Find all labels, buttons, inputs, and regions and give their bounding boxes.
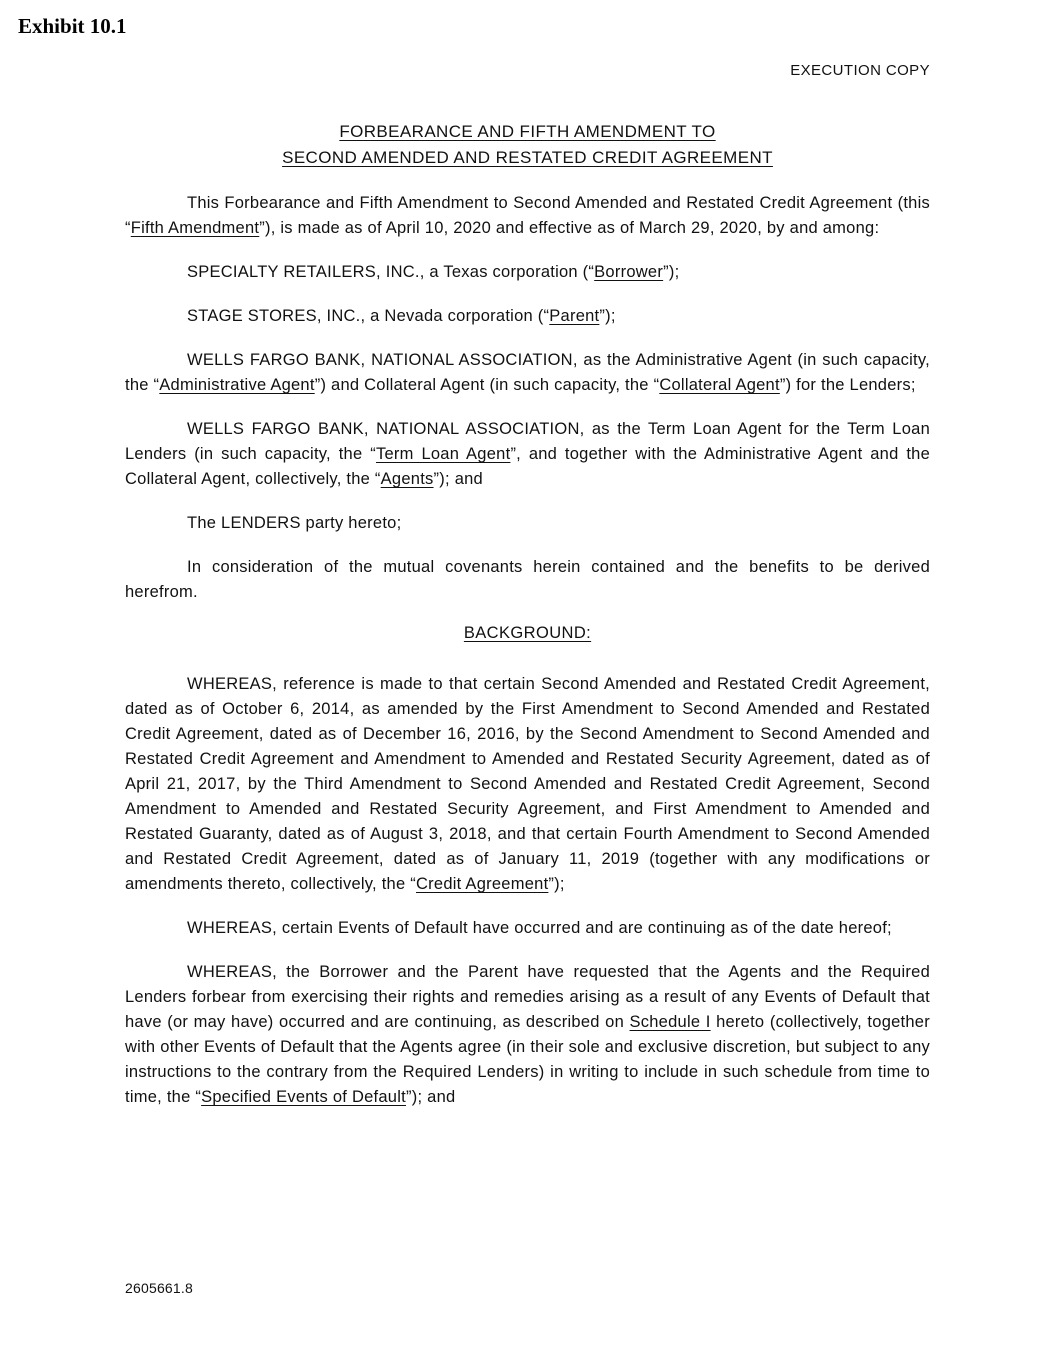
exhibit-label: Exhibit 10.1 (18, 14, 127, 38)
text-run: ”) and Collateral Agent (in such capacity, the “ (314, 376, 660, 394)
background-heading: BACKGROUND: (463, 624, 592, 642)
text-run: In consideration of the mutual covenants herein contained and the benefits to be derived herefrom. (125, 558, 930, 601)
paragraph-whereas-credit-agreement (125, 672, 930, 897)
defined-term: Term Loan Agent (375, 445, 511, 463)
paragraph-term-loan-agent (125, 417, 930, 492)
text-run: ”); (548, 875, 565, 893)
paragraph-consideration (125, 555, 930, 605)
defined-term: Borrower (594, 263, 664, 281)
text-run: ”); and (433, 470, 483, 488)
text-run: This Forbearance and Fifth Amendment to Second Amended and Restated Credit Agreement (this “ (125, 194, 930, 237)
defined-term: Administrative Agent (159, 376, 315, 394)
paragraph-parent (125, 304, 930, 329)
paragraph-whereas-defaults (125, 916, 930, 941)
text-run: hereto (collectively, together with other Events of Default that the Agents agree (in their sole and exclusive discretion, but subject to any instructions to the contrary from the Required Lenders) in writing to include in such schedule from time to time, the “ (125, 1013, 930, 1106)
text-run: SPECIALTY RETAILERS, INC., a Texas corporation (“ (187, 263, 595, 281)
text-run: STAGE STORES, INC., a Nevada corporation (“ (187, 307, 550, 325)
defined-term: Fifth Amendment (130, 219, 260, 237)
footer-reference: 2605661.8 (125, 1280, 193, 1296)
text-run: ”) for the Lenders; (779, 376, 916, 394)
text-run: WHEREAS, certain Events of Default have occurred and are continuing as of the date hereof; (187, 919, 892, 937)
title-line-2: SECOND AMENDED AND RESTATED CREDIT AGREEMENT (282, 148, 773, 167)
text-run: WHEREAS, reference is made to that certain Second Amended and Restated Credit Agreement, dated as of October 6, 2014, as amended by the First Amendment to Second Amended and Restated Credit Agreement, dated as of December 16, 2016, by the Second Amendment to Second Amended and Restated Credit Agreement and Amendment to Amended and Restated Security Agreement, dated as of April 21, 2017, by the Third Amendment to Second Amended and Restated Credit Agreement, Second Amendment to Amended and Restated Security Agreement, and First Amendment to Amended and Restated Guaranty, dated as of August 3, 2018, and that certain Fourth Amendment to Second Amended and Restated Credit Agreement, dated as of January 11, 2019 (together with any modifications or amendments thereto, collectively, the “ (125, 675, 930, 893)
defined-term: Credit Agreement (416, 875, 549, 893)
text-run: WHEREAS, the Borrower and the Parent have requested that the Agents and the Required Lenders forbear from exercising their rights and remedies arising as a result of any Events of Default that have (or may have) occurred and are continuing, as described on (125, 963, 930, 1031)
text-run: WELLS FARGO BANK, NATIONAL ASSOCIATION, as the Administrative Agent (in such capacity, the “ (125, 351, 930, 394)
text-run: ”), is made as of April 10, 2020 and effective as of March 29, 2020, by and among: (259, 219, 880, 237)
paragraph-intro (125, 191, 930, 241)
execution-copy-label: EXECUTION COPY (790, 62, 930, 79)
document-title (125, 119, 930, 171)
defined-term: Collateral Agent (659, 376, 780, 394)
title-line-1: FORBEARANCE AND FIFTH AMENDMENT TO (339, 122, 716, 141)
text-run: ”); (663, 263, 680, 281)
paragraph-whereas-forbearance (125, 960, 930, 1110)
paragraph-lenders (125, 511, 930, 536)
text-run: ”, and together with the Administrative Agent and the Collateral Agent, collectively, the “ (125, 445, 931, 488)
defined-term: Specified Events of Default (201, 1088, 406, 1106)
paragraph-admin-agent (125, 348, 930, 398)
text-run: WELLS FARGO BANK, NATIONAL ASSOCIATION, as the Term Loan Agent for the Term Loan Lenders (in such capacity, the “ (125, 420, 930, 463)
text-run: ”); and (405, 1088, 456, 1106)
paragraph-borrower (125, 260, 930, 285)
text-run: The LENDERS party hereto; (187, 514, 402, 532)
defined-term: Schedule I (629, 1013, 711, 1031)
defined-term: Parent (549, 307, 600, 325)
text-run: ”); (599, 307, 616, 325)
document-content (125, 0, 930, 1129)
defined-term: Agents (380, 470, 434, 488)
